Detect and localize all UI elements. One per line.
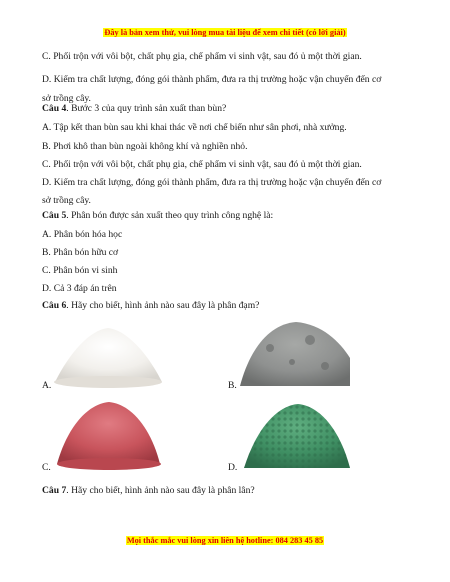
question-6: Câu 6. Hãy cho biết, hình ảnh nào sau đây là phân đạm? [42, 300, 260, 311]
preview-banner [0, 27, 450, 38]
white-fertilizer-pile-image [52, 322, 165, 391]
question-7: Câu 7. Hãy cho biết, hình ảnh nào sau đây là phân lân? [42, 485, 255, 496]
question-6-number: Câu 6 [42, 300, 67, 311]
red-fertilizer-pile-image [55, 398, 162, 471]
q5-option-b: B. Phân bón hữu cơ [42, 247, 119, 258]
image-option-a-label: A. [42, 380, 52, 391]
green-fertilizer-granules-image [240, 398, 354, 474]
image-option-c-label: C. [42, 462, 51, 473]
q4-option-d: D. Kiểm tra chất lượng, đóng gói thành phẩm, đưa ra thị trường hoặc vận chuyển đến cơ [42, 177, 382, 188]
question-5: Câu 5. Phân bón được sản xuất theo quy trình công nghệ là: [42, 210, 274, 221]
question-5-number: Câu 5 [42, 210, 67, 221]
question-7-number: Câu 7 [42, 485, 67, 496]
option-d-line: D. Kiểm tra chất lượng, đóng gói thành phẩm, đưa ra thị trường hoặc vận chuyển đến cơ [42, 74, 382, 85]
q5-option-d: D. Cả 3 đáp án trên [42, 283, 117, 294]
gray-fertilizer-pile-image [240, 318, 350, 386]
option-d-continuation: sở trồng cây. [42, 93, 91, 104]
question-4: Câu 4. Bước 3 của quy trình sản xuất than bùn? [42, 103, 227, 114]
image-option-d-label: D. [228, 462, 238, 473]
q4-option-a: A. Tập kết than bùn sau khi khai thác về nơi chế biến như sân phơi, nhà xưởng. [42, 122, 347, 133]
preview-banner-text: Đây là bản xem thử, vui lòng mua tài liệu để xem chi tiết (có lời giải) [104, 28, 346, 37]
q4-option-c: C. Phối trộn với vôi bột, chất phụ gia, chế phẩm vi sinh vật, sau đó ủ một thời gian. [42, 159, 362, 170]
hotline-banner [0, 535, 450, 546]
hotline-banner-text: Mọi thắc mắc vui lòng xin liên hệ hotline: 084 283 45 85 [126, 536, 324, 545]
option-c-line: C. Phối trộn với vôi bột, chất phụ gia, chế phẩm vi sinh vật, sau đó ủ một thời gian. [42, 51, 362, 62]
q5-option-c: C. Phân bón vi sinh [42, 265, 118, 276]
question-4-number: Câu 4 [42, 103, 67, 114]
q5-option-a: A. Phân bón hóa học [42, 229, 123, 240]
q4-option-b: B. Phơi khô than bùn ngoài không khí và nghiền nhỏ. [42, 141, 248, 152]
image-option-b-label: B. [228, 380, 237, 391]
q4-option-d-continuation: sở trồng cây. [42, 195, 91, 206]
